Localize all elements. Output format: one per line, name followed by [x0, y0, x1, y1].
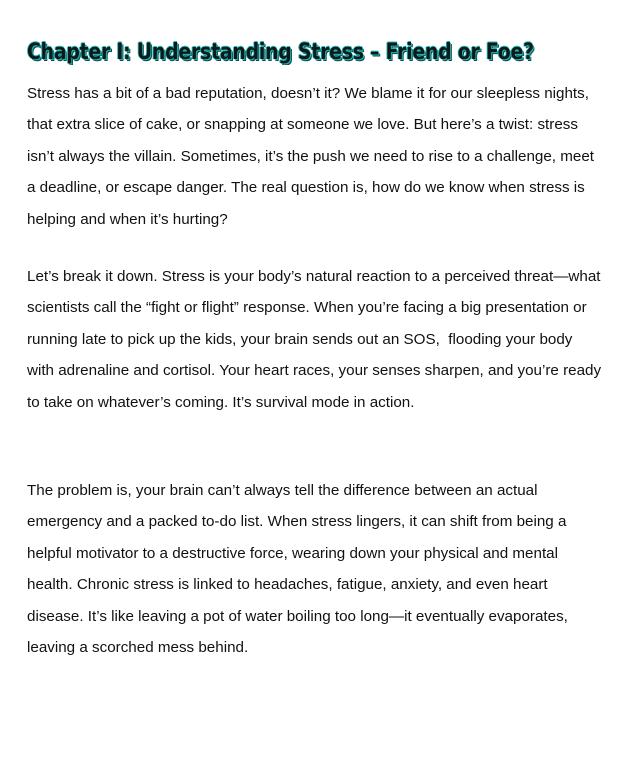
- paragraph-chronic-stress: The problem is, your brain can’t always tell the difference between an actual emergency and a packed to-do list. When stress lingers, it can shift from being a helpful motivator to a destructive force, wearing down your physical and mental health. Chronic stress is linked to headaches, fatigue, anxiety, and even heart disease. It’s like leaving a pot of water boiling too long—it eventually evaporates, leaving a scorched mess behind.: [27, 482, 568, 657]
- chapter-title: Chapter I: Understanding Stress – Friend or Foe?: [27, 40, 534, 65]
- paragraph-intro: Stress has a bit of a bad reputation, doesn’t it? We blame it for our sleepless nights, that extra slice of cake, or snapping at someone we love. But here’s a twist: stress isn’t always the villain. Sometimes, it’s the push we need to rise to a challenge, meet a deadline, or escape danger. The real question is, how do we know when stress is helping and when it’s hurting?: [27, 85, 595, 228]
- paragraph-fight-or-flight: Let’s break it down. Stress is your body’s natural reaction to a perceived threat—what scientists call the “fight or flight” response. When you’re facing a big presentation or running late to pick up the kids, your brain sends out an SOS, flooding your body with adrenaline and cortisol. Your heart races, your senses sharpen, and you’re ready to take on whatever’s coming. It’s survival mode in action.: [27, 268, 602, 411]
